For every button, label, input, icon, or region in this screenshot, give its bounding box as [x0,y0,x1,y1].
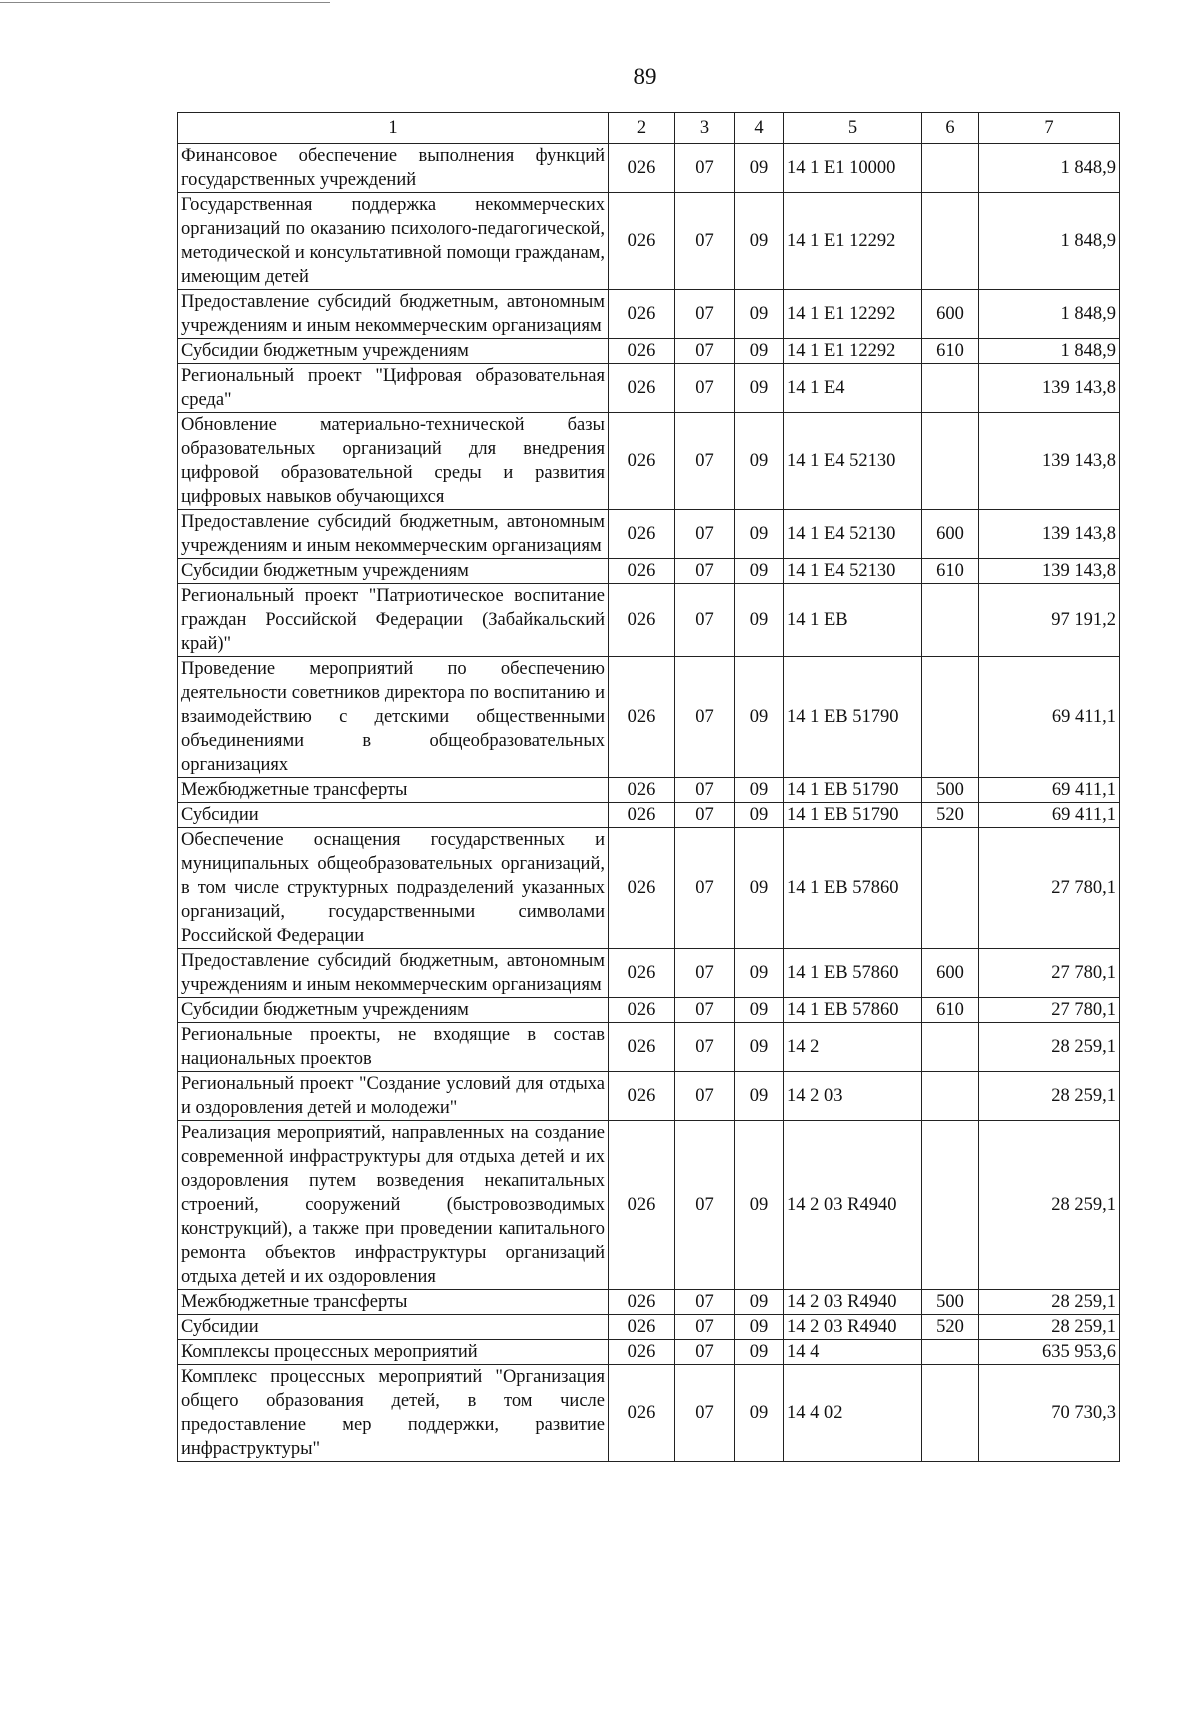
row-amount: 28 259,1 [979,1290,1120,1315]
row-col-4: 09 [735,1290,784,1315]
row-col-2: 026 [609,1340,675,1365]
row-amount: 70 730,3 [979,1365,1120,1462]
table-row [178,144,1120,193]
row-col-2: 026 [609,657,675,778]
row-name: Проведение мероприятий по обеспечению деятельности советников директора по воспитанию и взаимодействию с детскими общественными объединениями в общеобразовательных организациях [178,657,609,778]
row-name: Реализация мероприятий, направленных на создание современной инфраструктуры для отдыха детей и их оздоровления путем возведения некапитальных строений, сооружений (быстровозводимых конструкций), а также при проведении капитального ремонта объектов инфраструктуры организаций отдыха детей и их оздоровления [178,1121,609,1290]
row-col-5: 14 1 Е1 12292 [784,290,922,339]
table-row [178,193,1120,290]
row-col-3: 07 [675,510,735,559]
table-row [178,584,1120,657]
header-row [178,113,1120,144]
table-row [178,657,1120,778]
row-col-3: 07 [675,1072,735,1121]
row-col-6: 520 [922,803,979,828]
table-row [178,364,1120,413]
row-col-4: 09 [735,778,784,803]
row-col-6 [922,144,979,193]
table-header [178,113,1120,144]
row-name: Субсидии [178,803,609,828]
row-col-2: 026 [609,1023,675,1072]
row-col-4: 09 [735,144,784,193]
row-col-4: 09 [735,559,784,584]
table-row [178,949,1120,998]
row-name: Предоставление субсидий бюджетным, автономным учреждениям и иным некоммерческим организациям [178,949,609,998]
table-row [178,1072,1120,1121]
table-row [178,1290,1120,1315]
row-name: Комплекс процессных мероприятий "Организация общего образования детей, в том числе предоставление мер поддержки, развитие инфраструктуры" [178,1365,609,1462]
row-col-3: 07 [675,339,735,364]
row-col-3: 07 [675,1023,735,1072]
row-col-3: 07 [675,998,735,1023]
table-row [178,339,1120,364]
row-col-5: 14 1 Е1 12292 [784,339,922,364]
row-name: Субсидии бюджетным учреждениям [178,559,609,584]
row-name: Межбюджетные трансферты [178,778,609,803]
row-col-5: 14 1 ЕВ 51790 [784,657,922,778]
table-row [178,290,1120,339]
page-number: 89 [633,64,657,89]
row-col-3: 07 [675,949,735,998]
table-row [178,998,1120,1023]
row-col-3: 07 [675,413,735,510]
row-col-3: 07 [675,1315,735,1340]
row-col-4: 09 [735,193,784,290]
row-col-4: 09 [735,1121,784,1290]
row-col-4: 09 [735,657,784,778]
table-row [178,1121,1120,1290]
row-col-2: 026 [609,144,675,193]
row-name: Обновление материально-технической базы образовательных организаций для внедрения цифровой образовательной среды и развития цифровых навыков обучающихся [178,413,609,510]
row-col-2: 026 [609,803,675,828]
row-amount: 69 411,1 [979,778,1120,803]
row-amount: 1 848,9 [979,290,1120,339]
row-col-6: 500 [922,1290,979,1315]
row-col-4: 09 [735,1365,784,1462]
row-col-5: 14 2 [784,1023,922,1072]
row-col-5: 14 1 Е4 [784,364,922,413]
row-amount: 1 848,9 [979,193,1120,290]
row-col-2: 026 [609,290,675,339]
row-col-2: 026 [609,828,675,949]
row-col-6 [922,657,979,778]
row-col-6 [922,1072,979,1121]
table-row [178,803,1120,828]
row-col-3: 07 [675,1340,735,1365]
table-row [178,559,1120,584]
column-header-3: 3 [675,113,735,144]
row-amount: 139 143,8 [979,510,1120,559]
table-row [178,413,1120,510]
row-col-6 [922,1365,979,1462]
row-col-2: 026 [609,559,675,584]
row-amount: 69 411,1 [979,657,1120,778]
scan-edge-line [0,2,330,3]
column-header-1: 1 [178,113,609,144]
row-col-3: 07 [675,584,735,657]
row-col-2: 026 [609,1365,675,1462]
row-col-3: 07 [675,1290,735,1315]
row-name: Субсидии бюджетным учреждениям [178,998,609,1023]
table-row [178,1365,1120,1462]
row-col-2: 026 [609,413,675,510]
row-col-4: 09 [735,1072,784,1121]
row-col-6 [922,364,979,413]
table-row [178,828,1120,949]
row-col-5: 14 1 Е4 52130 [784,413,922,510]
row-col-5: 14 1 ЕВ 57860 [784,828,922,949]
row-amount: 28 259,1 [979,1072,1120,1121]
row-col-3: 07 [675,828,735,949]
row-col-5: 14 1 ЕВ 57860 [784,949,922,998]
column-header-7: 7 [979,113,1120,144]
row-name: Субсидии [178,1315,609,1340]
row-amount: 1 848,9 [979,339,1120,364]
row-col-3: 07 [675,290,735,339]
table-row [178,1023,1120,1072]
row-col-5: 14 4 [784,1340,922,1365]
column-header-6: 6 [922,113,979,144]
row-name: Межбюджетные трансферты [178,1290,609,1315]
row-col-5: 14 2 03 [784,1072,922,1121]
row-col-6: 600 [922,290,979,339]
row-col-6 [922,1121,979,1290]
row-col-4: 09 [735,584,784,657]
row-col-2: 026 [609,193,675,290]
row-col-6 [922,413,979,510]
row-col-3: 07 [675,1365,735,1462]
row-col-2: 026 [609,1072,675,1121]
row-col-6 [922,584,979,657]
row-amount: 635 953,6 [979,1340,1120,1365]
row-col-5: 14 1 ЕВ [784,584,922,657]
row-amount: 69 411,1 [979,803,1120,828]
row-col-4: 09 [735,364,784,413]
row-name: Региональные проекты, не входящие в состав национальных проектов [178,1023,609,1072]
row-col-6: 600 [922,510,979,559]
row-col-2: 026 [609,1290,675,1315]
row-name: Предоставление субсидий бюджетным, автономным учреждениям и иным некоммерческим организациям [178,510,609,559]
row-amount: 27 780,1 [979,828,1120,949]
row-col-6 [922,193,979,290]
row-col-4: 09 [735,1340,784,1365]
row-name: Региональный проект "Цифровая образовательная среда" [178,364,609,413]
row-col-6: 600 [922,949,979,998]
table-row [178,510,1120,559]
row-amount: 139 143,8 [979,364,1120,413]
row-col-4: 09 [735,828,784,949]
row-amount: 139 143,8 [979,413,1120,510]
row-amount: 27 780,1 [979,998,1120,1023]
row-name: Региональный проект "Патриотическое воспитание граждан Российской Федерации (Забайкальский край)" [178,584,609,657]
row-col-4: 09 [735,1023,784,1072]
row-col-5: 14 1 Е4 52130 [784,559,922,584]
row-amount: 28 259,1 [979,1315,1120,1340]
row-col-4: 09 [735,998,784,1023]
row-col-2: 026 [609,510,675,559]
row-name: Государственная поддержка некоммерческих организаций по оказанию психолого-педагогической, методической и консультативной помощи гражданам, имеющим детей [178,193,609,290]
row-col-5: 14 1 ЕВ 57860 [784,998,922,1023]
row-amount: 1 848,9 [979,144,1120,193]
row-col-3: 07 [675,193,735,290]
row-col-2: 026 [609,778,675,803]
table-row [178,1315,1120,1340]
row-col-6: 500 [922,778,979,803]
row-amount: 28 259,1 [979,1023,1120,1072]
row-col-2: 026 [609,584,675,657]
row-amount: 27 780,1 [979,949,1120,998]
row-col-6: 610 [922,559,979,584]
row-col-5: 14 1 ЕВ 51790 [784,803,922,828]
row-col-2: 026 [609,1315,675,1340]
row-col-6: 610 [922,998,979,1023]
row-name: Обеспечение оснащения государственных и муниципальных общеобразовательных организаций, в том числе структурных подразделений указанных организаций, государственными символами Российской Федерации [178,828,609,949]
row-col-3: 07 [675,657,735,778]
row-col-3: 07 [675,559,735,584]
row-name: Комплексы процессных мероприятий [178,1340,609,1365]
row-col-5: 14 1 Е1 12292 [784,193,922,290]
row-col-6 [922,1023,979,1072]
table-row [178,778,1120,803]
row-col-5: 14 1 Е4 52130 [784,510,922,559]
row-col-2: 026 [609,949,675,998]
row-col-5: 14 1 Е1 10000 [784,144,922,193]
row-col-4: 09 [735,413,784,510]
row-col-3: 07 [675,364,735,413]
row-col-4: 09 [735,949,784,998]
row-col-3: 07 [675,778,735,803]
row-name: Финансовое обеспечение выполнения функций государственных учреждений [178,144,609,193]
row-name: Субсидии бюджетным учреждениям [178,339,609,364]
row-col-4: 09 [735,803,784,828]
row-col-5: 14 4 02 [784,1365,922,1462]
row-col-2: 026 [609,364,675,413]
row-col-6: 610 [922,339,979,364]
column-header-4: 4 [735,113,784,144]
row-col-2: 026 [609,1121,675,1290]
row-name: Региональный проект "Создание условий для отдыха и оздоровления детей и молодежи" [178,1072,609,1121]
row-name: Предоставление субсидий бюджетным, автономным учреждениям и иным некоммерческим организациям [178,290,609,339]
row-col-3: 07 [675,144,735,193]
row-amount: 28 259,1 [979,1121,1120,1290]
row-col-5: 14 2 03 R4940 [784,1315,922,1340]
row-col-4: 09 [735,1315,784,1340]
row-col-5: 14 1 ЕВ 51790 [784,778,922,803]
table-body [178,144,1120,1462]
column-header-2: 2 [609,113,675,144]
budget-table [177,112,1120,1462]
row-col-3: 07 [675,1121,735,1290]
row-col-4: 09 [735,510,784,559]
row-col-6 [922,1340,979,1365]
row-col-4: 09 [735,339,784,364]
row-col-2: 026 [609,339,675,364]
row-col-4: 09 [735,290,784,339]
row-amount: 139 143,8 [979,559,1120,584]
column-header-5: 5 [784,113,922,144]
row-amount: 97 191,2 [979,584,1120,657]
row-col-6: 520 [922,1315,979,1340]
row-col-2: 026 [609,998,675,1023]
table-row [178,1340,1120,1365]
row-col-5: 14 2 03 R4940 [784,1290,922,1315]
row-col-3: 07 [675,803,735,828]
row-col-5: 14 2 03 R4940 [784,1121,922,1290]
row-col-6 [922,828,979,949]
